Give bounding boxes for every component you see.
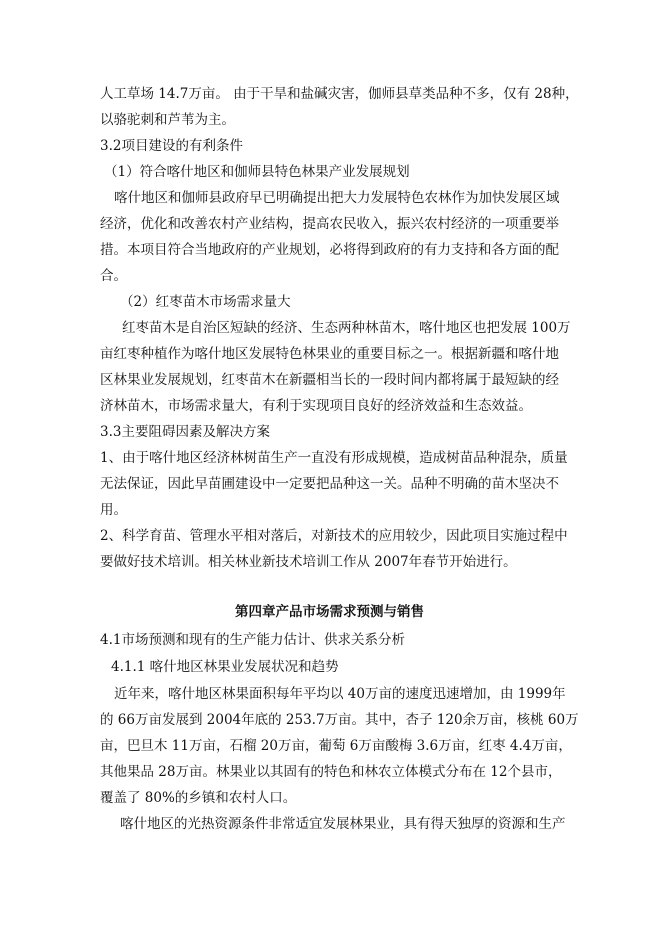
section-heading: 3.3主要阻碍因素及解决方案 — [100, 424, 270, 440]
text-line: 济林苗木，市场需求量大，有利于实现项目良好的经济效益和生态效益。 — [100, 398, 532, 414]
text-line: 要做好技术培训。相关林业新技术培训工作从 2007年春节开始进行。 — [100, 554, 517, 570]
text-line: 人工草场 14.7万亩。 由于干旱和盐碱灾害，伽师县草类品种不多，仅有 28种， — [100, 86, 579, 102]
text-line: 红枣苗木是自治区短缺的经济、生态两种林苗木，喀什地区也把发展 100万 — [122, 320, 571, 336]
text-line: 喀什地区的光热资源条件非常适宜发展林果业，具有得天独厚的资源和生产 — [120, 816, 566, 832]
text-line: 用。 — [100, 502, 127, 518]
section-heading: 4.1市场预测和现有的生产能力估计、供求关系分析 — [100, 632, 405, 648]
text-line: 覆盖了 80%的乡镇和农村人口。 — [100, 790, 297, 806]
subsection-heading: 4.1.1 喀什地区林果业发展状况和趋势 — [111, 659, 339, 675]
text-line: 亩，巴旦木 11万亩，石榴 20万亩，葡萄 6万亩酸梅 3.6万亩，红枣 4.4万亩， — [100, 738, 572, 754]
text-line: 区林果业发展规划，红枣苗木在新疆相当长的一段时间内都将属于最短缺的经 — [100, 372, 559, 388]
text-line: 亩红枣种植作为喀什地区发展特色林果业的重要目标之一。根据新疆和喀什地 — [100, 346, 559, 362]
text-line: 措。本项目符合当地政府的产业规划，必将得到政府的有力支持和各方面的配 — [100, 242, 559, 258]
text-line: 2、科学育苗、管理水平相对落后，对新技术的应用较少，因此项目实施过程中 — [100, 528, 568, 544]
text-line: 近年来，喀什地区林果面积每年平均以 40万亩的速度迅速增加，由 1999年 — [114, 686, 566, 702]
section-heading: 3.2项目建设的有利条件 — [100, 138, 243, 154]
text-line: 喀什地区和伽师县政府早已明确提出把大力发展特色农林作为加快发展区域 — [114, 190, 560, 206]
text-line: 1、由于喀什地区经济林树苗生产一直没有形成规模，造成树苗品种混杂，质量 — [100, 450, 568, 466]
text-line: 其他果品 28万亩。林果业以其固有的特色和林农立体模式分布在 12个县市， — [100, 764, 562, 780]
text-line: 无法保证，因此早苗圃建设中一定要把品种这一关。品种不明确的苗木坚决不 — [100, 476, 559, 492]
text-line: 合。 — [100, 268, 127, 284]
subsection-heading: （1）符合喀什地区和伽师县特色林果产业发展规划 — [104, 164, 410, 180]
subsection-heading: （2）红枣苗木市场需求量大 — [120, 294, 291, 310]
chapter-title: 第四章产品市场需求预测与销售 — [235, 604, 424, 620]
text-line: 的 66万亩发展到 2004年底的 253.7万亩。其中，杏子 120余万亩，核桃 60万 — [100, 712, 579, 728]
text-line: 经济，优化和改善农村产业结构，提高农民收入，振兴农村经济的一项重要举 — [100, 216, 559, 232]
text-line: 以骆驼刺和芦苇为主。 — [100, 112, 235, 128]
